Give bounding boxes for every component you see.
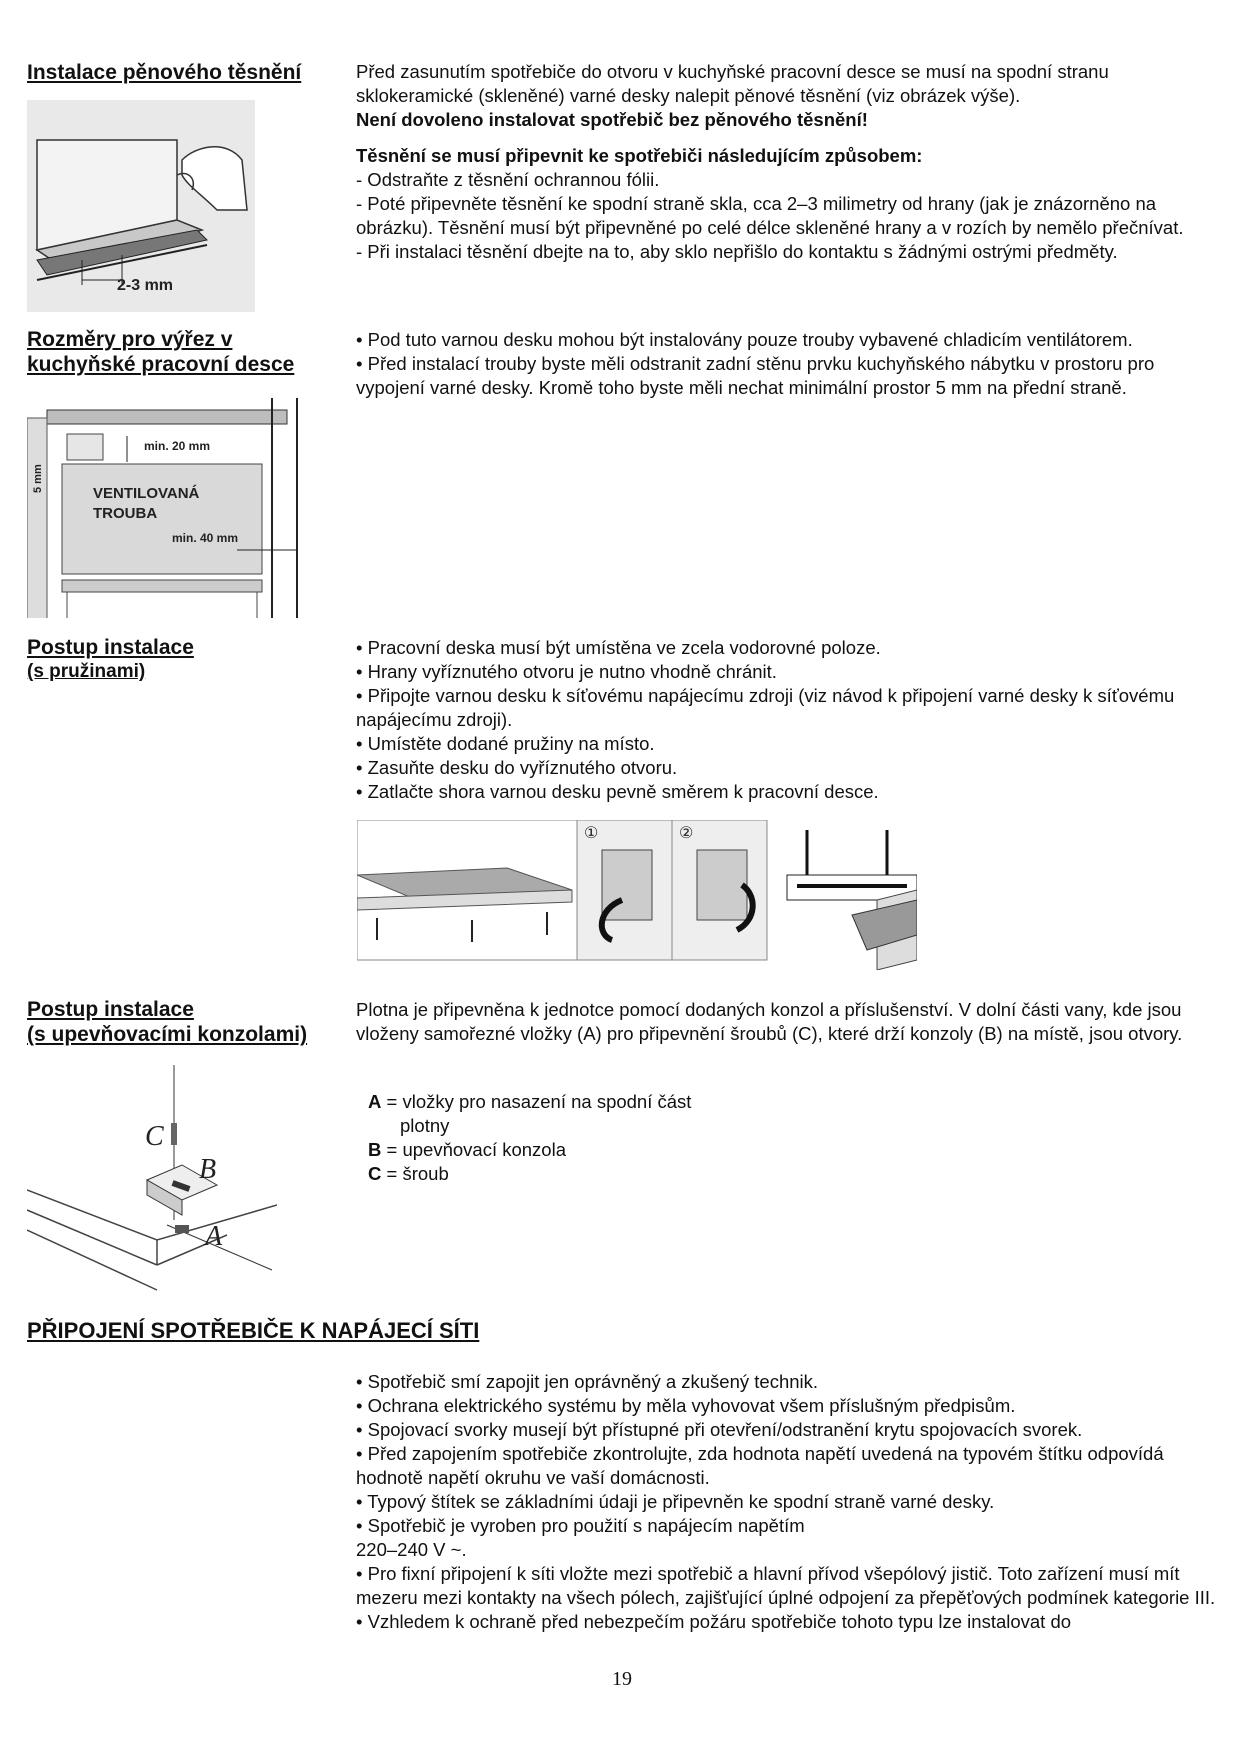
power-bullet-4: • Před zapojením spotřebiče zkontrolujte, zda hodnota napětí uvedená na typovém štítku odpovídá hodnotě napětí okruhu ve vaší domácnosti. (356, 1443, 1164, 1488)
power-bullet-6-voltage: 220–240 V ~. (356, 1539, 467, 1560)
power-text (356, 1370, 1216, 1634)
power-title: PŘIPOJENÍ SPOTŘEBIČE K NAPÁJECÍ SÍTI (27, 1318, 480, 1343)
springs-subheading: (s pružinami) (27, 661, 146, 682)
springs-step2: ② (679, 825, 694, 842)
brackets-text (356, 998, 1216, 1046)
cutout-figure (27, 398, 307, 618)
brackets-para: Plotna je připevněna k jednotce pomocí dodaných konzol a příslušenství. V dolní části vany, kde jsou vloženy samořezné vložky (A) pro připevnění šroubů (C), které drží konzoly (B) na místě, jsou otvory. (356, 999, 1183, 1044)
springs-heading: Postup instalace (27, 636, 194, 659)
springs-heading-block (27, 635, 194, 684)
legend-a: A = vložky pro nasazení na spodní část (368, 1091, 692, 1112)
cutout-fig-min40: min. 40 mm (172, 531, 239, 545)
cutout-heading (27, 327, 294, 377)
legend-a-cont: plotny (400, 1115, 450, 1136)
power-bullet-1: • Spotřebič smí zapojit jen oprávněný a zkušený technik. (356, 1371, 819, 1392)
foam-step-2: - Poté připevněte těsnění ke spodní straně skla, cca 2–3 milimetry od hrany (jak je znázorněno na obrázku). Těsnění musí být připevněné po celé délce skleněné hrany a v rozích by nemělo přečnívat. (356, 193, 1184, 238)
bracket-fig-c: C (145, 1121, 164, 1152)
cutout-text (356, 328, 1216, 400)
legend-c: C = šroub (368, 1163, 449, 1184)
springs-bullet-3: • Připojte varnou desku k síťovému napájecímu zdroji (viz návod k připojení varné desky k síťovému napájecímu zdroji). (356, 685, 1175, 730)
power-bullet-6: • Spotřebič je vyroben pro použití s napájecím napětím (356, 1515, 805, 1536)
power-bullet-8: • Vzhledem k ochraně před nebezpečím požáru spotřebiče tohoto typu lze instalovat do (356, 1611, 1072, 1632)
cutout-bullet-1: • Pod tuto varnou desku mohou být instalovány pouze trouby vybavené chladicím ventilátorem. (356, 329, 1133, 350)
cutout-fig-min20: min. 20 mm (144, 439, 211, 453)
cutout-heading-line2: kuchyňské pracovní desce (27, 353, 295, 376)
cutout-fig-5mm: 5 mm (32, 464, 44, 493)
springs-figure (357, 820, 917, 970)
legend-b: B = upevňovací konzola (368, 1139, 566, 1160)
brackets-heading: Postup instalace (27, 998, 194, 1021)
page-number: 19 (612, 1668, 632, 1690)
foam-step-3: - Při instalaci těsnění dbejte na to, aby sklo nepřišlo do kontaktu s žádnými ostrými předměty. (356, 241, 1118, 262)
springs-bullet-4: • Umístěte dodané pružiny na místo. (356, 733, 655, 754)
power-bullet-2: • Ochrana elektrického systému by měla vyhovovat všem příslušným předpisům. (356, 1395, 1016, 1416)
brackets-heading-block (27, 997, 307, 1047)
brackets-legend (368, 1090, 828, 1186)
foam-para1: Před zasunutím spotřebiče do otvoru v kuchyňské pracovní desce se musí na spodní stranu sklokeramické (skleněné) varné desky nalepit pěnové těsnění (viz obrázek výše). (356, 61, 1109, 106)
cutout-heading-line1: Rozměry pro výřez v (27, 328, 233, 351)
bracket-fig-a: A (205, 1221, 223, 1252)
foam-text (356, 60, 1216, 264)
cutout-fig-oven-line1: VENTILOVANÁ (93, 485, 200, 502)
springs-step1: ① (584, 825, 599, 842)
power-bullet-3: • Spojovací svorky musejí být přístupné při otevření/odstranění krytu spojovacích svorek. (356, 1419, 1083, 1440)
brackets-figure (27, 1065, 277, 1300)
springs-bullet-5: • Zasuňte desku do vyříznutého otvoru. (356, 757, 678, 778)
foam-fig-label: 2-3 mm (117, 277, 174, 294)
power-bullet-7: • Pro fixní připojení k síti vložte mezi spotřebič a hlavní přívod všepólový jistič. Toto zařízení musí mít mezeru mezi kontakty na všech pólech, zajišťující úplné odpojení za přepěťových podmínek kategorie III. (356, 1563, 1216, 1608)
power-bullet-5: • Typový štítek se základními údaji je připevněn ke spodní straně varné desky. (356, 1491, 995, 1512)
springs-text (356, 636, 1216, 804)
bracket-fig-b: B (199, 1154, 217, 1185)
springs-bullet-6: • Zatlačte shora varnou desku pevně směrem k pracovní desce. (356, 781, 879, 802)
springs-bullet-2: • Hrany vyříznutého otvoru je nutno vhodně chránit. (356, 661, 777, 682)
foam-steps-heading: Těsnění se musí připevnit ke spotřebiči následujícím způsobem: (356, 145, 923, 166)
cutout-bullet-2: • Před instalací trouby byste měli odstranit zadní stěnu prvku kuchyňského nábytku v prostoru pro vypojení varné desky. Kromě toho byste měli nechat minimální prostor 5 mm na přední straně. (356, 353, 1155, 398)
brackets-subheading: (s upevňovacími konzolami) (27, 1023, 308, 1046)
foam-heading: Instalace pěnového těsnění (27, 61, 302, 84)
cutout-fig-oven-line2: TROUBA (93, 505, 158, 522)
foam-seal-figure (27, 100, 255, 312)
foam-step-1: - Odstraňte z těsnění ochrannou fólii. (356, 169, 660, 190)
springs-bullet-1: • Pracovní deska musí být umístěna ve zcela vodorovné poloze. (356, 637, 881, 658)
foam-warning: Není dovoleno instalovat spotřebič bez pěnového těsnění! (356, 109, 868, 130)
